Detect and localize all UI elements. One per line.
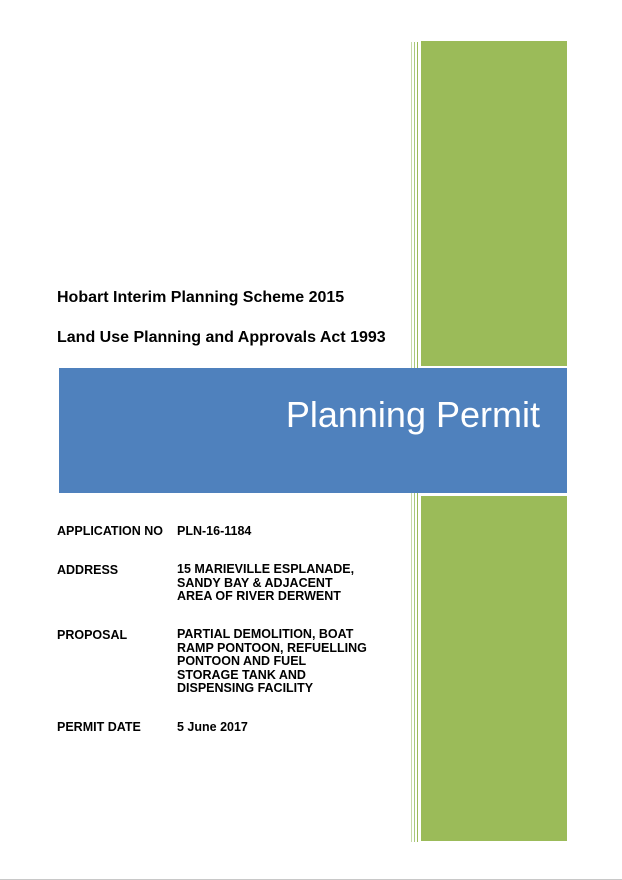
application-no-label: APPLICATION NO	[57, 524, 164, 538]
address-line: AREA OF RIVER DERWENT	[177, 589, 341, 603]
proposal-line: PARTIAL DEMOLITION, BOAT	[177, 627, 354, 641]
proposal-value	[177, 628, 367, 696]
address-value	[177, 563, 354, 604]
title-banner	[59, 368, 567, 493]
proposal-line: DISPENSING FACILITY	[177, 681, 314, 695]
application-no-value	[177, 525, 251, 539]
scheme-title: Hobart Interim Planning Scheme 2015	[57, 289, 345, 306]
proposal-label: PROPOSAL	[57, 628, 128, 642]
application-no-text: PLN-16-1184	[177, 524, 252, 538]
permit-date-value	[177, 721, 248, 735]
address-label: ADDRESS	[57, 563, 119, 577]
address-line: SANDY BAY & ADJACENT	[177, 575, 333, 590]
address-line: 15 MARIEVILLE ESPLANADE,	[177, 562, 355, 576]
proposal-line: PONTOON AND FUEL	[177, 654, 307, 668]
act-title: Land Use Planning and Approvals Act 1993	[57, 329, 386, 346]
permit-date-text: 5 June 2017	[177, 720, 248, 734]
proposal-line: RAMP PONTOON, REFUELLING	[177, 640, 367, 655]
proposal-line: STORAGE TANK AND	[177, 667, 306, 682]
green-accent-bar-bottom	[421, 496, 567, 841]
document-title: Planning Permit	[285, 394, 540, 435]
green-accent-bar-top	[421, 41, 567, 366]
permit-date-label: PERMIT DATE	[57, 720, 141, 734]
